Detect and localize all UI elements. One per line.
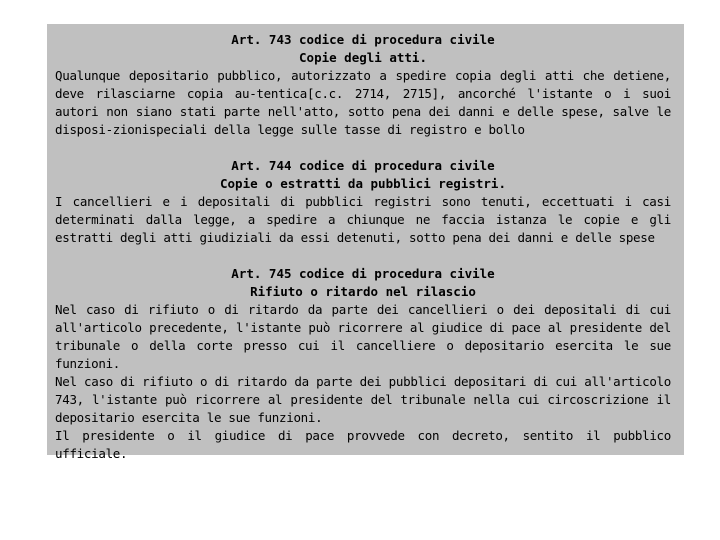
article-subtitle: Copie o estratti da pubblici registri. [220,176,506,191]
article-paragraph: Nel caso di rifiuto o di ritardo da parte dei cancellieri o dei depositali di cui all'articolo precedente, l'istante può ricorrere al giudice di pace al presidente del tribunale o della corte presso cui il cancelliere o depositario esercita le sue funzioni. [55,302,671,371]
article-title: Art. 743 codice di procedura civile [231,32,495,47]
article-paragraph: I cancellieri e i depositali di pubblici registri sono tenuti, eccettuati i casi determinati dalla legge, a spedire a chiunque ne faccia istanza le copie e gli estratti degli atti giudiziali da essi detenuti, sotto pena dei danni e delle spese [55,194,671,245]
article-title: Art. 745 codice di procedura civile [231,266,495,281]
article-paragraph: Nel caso di rifiuto o di ritardo da parte dei pubblici depositari di cui all'articolo 743, l'istante può ricorrere al presidente del tribunale nella cui circoscrizione il depositario esercita le sue funzioni. [55,374,671,425]
article-spacer [55,139,671,157]
article-745 [55,265,671,463]
document-panel [47,24,684,461]
article-subtitle: Copie degli atti. [299,50,427,65]
article-paragraph: Qualunque depositario pubblico, autorizzato a spedire copia degli atti che detiene, deve rilasciarne copia au-tentica[c.c. 2714, 2715], ancorché l'istante o i suoi autori non siano stati parte nell'atto, sotto pena dei danni e delle spese, salve le disposi-zionispeciali della legge sulle tasse di registro e bollo [55,68,671,137]
article-743 [55,31,671,139]
article-paragraph: Il presidente o il giudice di pace provvede con decreto, sentito il pubblico ufficiale. [55,428,671,461]
article-744 [55,157,671,247]
article-title: Art. 744 codice di procedura civile [231,158,495,173]
article-subtitle: Rifiuto o ritardo nel rilascio [250,284,476,299]
article-spacer [55,247,671,265]
